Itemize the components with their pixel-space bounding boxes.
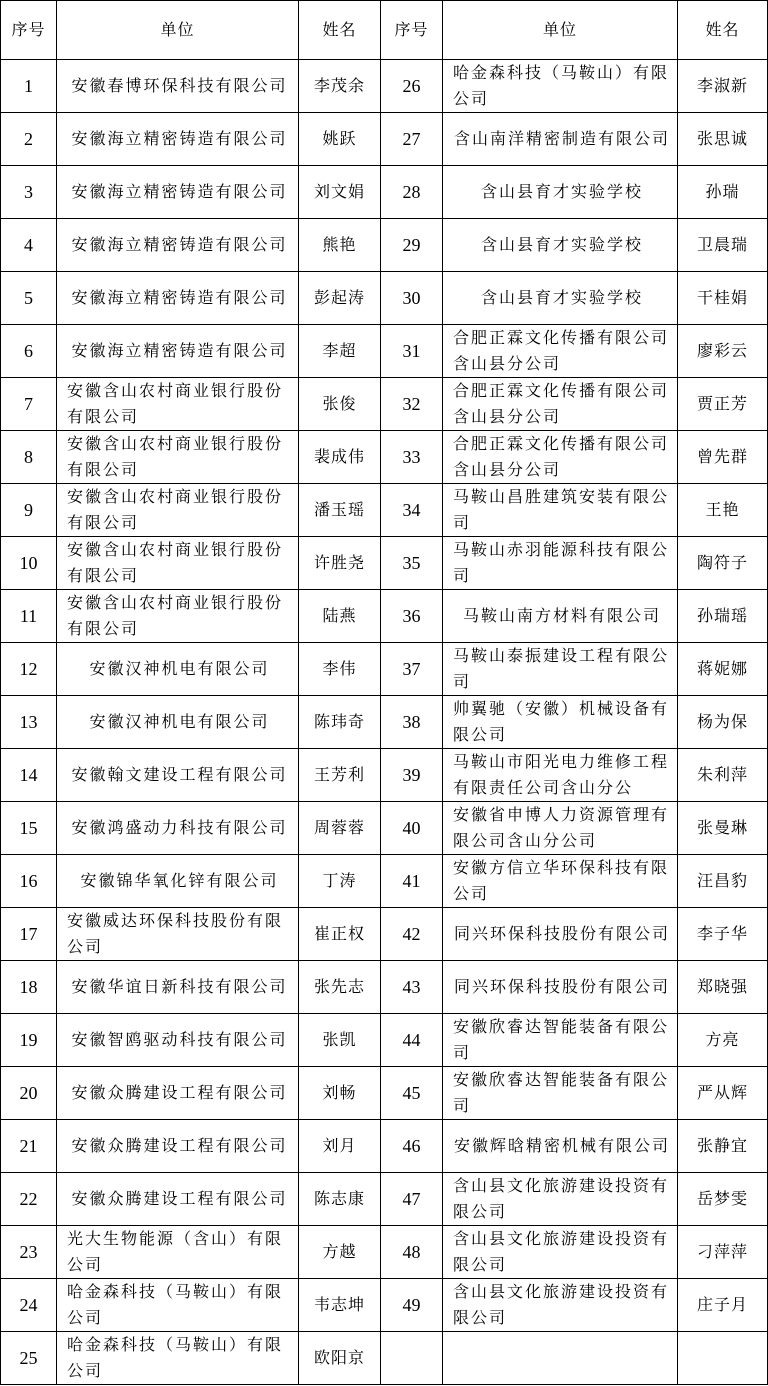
- table-row: [1, 431, 768, 484]
- right-name-cell: 王艳: [678, 484, 768, 537]
- left-seq-cell: 9: [1, 484, 57, 537]
- left-seq-cell: 19: [1, 1014, 57, 1067]
- left-seq-cell: 15: [1, 802, 57, 855]
- right-seq-cell: 27: [381, 113, 443, 166]
- right-seq-cell: 34: [381, 484, 443, 537]
- table-row: [1, 855, 768, 908]
- left-unit-cell: 安徽华谊日新科技有限公司: [57, 961, 299, 1014]
- right-unit-cell: 哈金森科技（马鞍山）有限公司: [443, 60, 678, 113]
- right-seq-cell: 43: [381, 961, 443, 1014]
- left-unit-cell: 安徽鸿盛动力科技有限公司: [57, 802, 299, 855]
- right-seq-cell: 45: [381, 1067, 443, 1120]
- left-unit-cell: 安徽海立精密铸造有限公司: [57, 272, 299, 325]
- left-seq-cell: 23: [1, 1226, 57, 1279]
- left-unit-cell: 安徽海立精密铸造有限公司: [57, 166, 299, 219]
- left-seq-cell: 12: [1, 643, 57, 696]
- table-row: [1, 696, 768, 749]
- table-row: [1, 908, 768, 961]
- header-unit-right: 单位: [443, 1, 678, 60]
- right-seq-cell: 26: [381, 60, 443, 113]
- left-seq-cell: 10: [1, 537, 57, 590]
- left-unit-cell: 安徽含山农村商业银行股份有限公司: [57, 484, 299, 537]
- left-seq-cell: 20: [1, 1067, 57, 1120]
- left-name-cell: 陈志康: [299, 1173, 381, 1226]
- header-name-left: 姓名: [299, 1, 381, 60]
- right-name-cell: 严从辉: [678, 1067, 768, 1120]
- right-seq-cell: 30: [381, 272, 443, 325]
- header-seq-right: 序号: [381, 1, 443, 60]
- left-seq-cell: 1: [1, 60, 57, 113]
- table-row: [1, 749, 768, 802]
- right-unit-cell: 马鞍山南方材料有限公司: [443, 590, 678, 643]
- right-name-cell: 曾先群: [678, 431, 768, 484]
- left-unit-cell: 安徽翰文建设工程有限公司: [57, 749, 299, 802]
- left-name-cell: 李超: [299, 325, 381, 378]
- right-seq-cell: 35: [381, 537, 443, 590]
- table-row: [1, 113, 768, 166]
- table-row: [1, 1226, 768, 1279]
- right-seq-cell: 44: [381, 1014, 443, 1067]
- left-seq-cell: 14: [1, 749, 57, 802]
- left-unit-cell: 光大生物能源（含山）有限公司: [57, 1226, 299, 1279]
- right-seq-cell: 40: [381, 802, 443, 855]
- left-unit-cell: 安徽海立精密铸造有限公司: [57, 219, 299, 272]
- left-name-cell: 陈玮奇: [299, 696, 381, 749]
- table-row: [1, 166, 768, 219]
- right-name-cell: 蒋妮娜: [678, 643, 768, 696]
- table-row: [1, 1279, 768, 1332]
- left-name-cell: 张先志: [299, 961, 381, 1014]
- right-name-cell: 廖彩云: [678, 325, 768, 378]
- left-unit-cell: 哈金森科技（马鞍山）有限公司: [57, 1332, 299, 1385]
- left-name-cell: 丁涛: [299, 855, 381, 908]
- left-seq-cell: 5: [1, 272, 57, 325]
- right-unit-cell: 安徽辉晗精密机械有限公司: [443, 1120, 678, 1173]
- left-name-cell: 张俊: [299, 378, 381, 431]
- table-row: [1, 1014, 768, 1067]
- left-name-cell: 李伟: [299, 643, 381, 696]
- right-name-cell: 张思诚: [678, 113, 768, 166]
- header-name-right: 姓名: [678, 1, 768, 60]
- table-row: [1, 378, 768, 431]
- right-name-cell: 张静宜: [678, 1120, 768, 1173]
- left-seq-cell: 18: [1, 961, 57, 1014]
- left-name-cell: 姚跃: [299, 113, 381, 166]
- table-row: [1, 643, 768, 696]
- right-seq-cell: 49: [381, 1279, 443, 1332]
- left-seq-cell: 7: [1, 378, 57, 431]
- right-unit-cell: [443, 1332, 678, 1385]
- right-unit-cell: 安徽欣睿达智能装备有限公司: [443, 1014, 678, 1067]
- left-unit-cell: 安徽海立精密铸造有限公司: [57, 113, 299, 166]
- left-unit-cell: 安徽春博环保科技有限公司: [57, 60, 299, 113]
- right-unit-cell: 安徽省申博人力资源管理有限公司含山分公司: [443, 802, 678, 855]
- right-unit-cell: 马鞍山赤羽能源科技有限公司: [443, 537, 678, 590]
- table-row: [1, 1067, 768, 1120]
- left-seq-cell: 6: [1, 325, 57, 378]
- left-unit-cell: 安徽众腾建设工程有限公司: [57, 1173, 299, 1226]
- right-seq-cell: 41: [381, 855, 443, 908]
- table-row: [1, 802, 768, 855]
- left-unit-cell: 安徽含山农村商业银行股份有限公司: [57, 378, 299, 431]
- header-row: [1, 1, 768, 60]
- left-name-cell: 王芳利: [299, 749, 381, 802]
- right-seq-cell: [381, 1332, 443, 1385]
- right-seq-cell: 42: [381, 908, 443, 961]
- right-unit-cell: 含山县文化旅游建设投资有限公司: [443, 1173, 678, 1226]
- right-name-cell: 岳梦雯: [678, 1173, 768, 1226]
- left-unit-cell: 安徽威达环保科技股份有限公司: [57, 908, 299, 961]
- right-unit-cell: 马鞍山昌胜建筑安装有限公司: [443, 484, 678, 537]
- table-row: [1, 1173, 768, 1226]
- left-unit-cell: 安徽汉神机电有限公司: [57, 696, 299, 749]
- right-name-cell: 方亮: [678, 1014, 768, 1067]
- table-row: [1, 219, 768, 272]
- right-unit-cell: 含山南洋精密制造有限公司: [443, 113, 678, 166]
- right-unit-cell: 同兴环保科技股份有限公司: [443, 961, 678, 1014]
- right-seq-cell: 36: [381, 590, 443, 643]
- right-seq-cell: 32: [381, 378, 443, 431]
- table-row: [1, 961, 768, 1014]
- right-name-cell: 张曼琳: [678, 802, 768, 855]
- table-row: [1, 1332, 768, 1385]
- left-seq-cell: 24: [1, 1279, 57, 1332]
- right-name-cell: 贾正芳: [678, 378, 768, 431]
- left-name-cell: 许胜尧: [299, 537, 381, 590]
- left-seq-cell: 8: [1, 431, 57, 484]
- right-unit-cell: 同兴环保科技股份有限公司: [443, 908, 678, 961]
- table-body: [1, 60, 768, 1385]
- left-unit-cell: 安徽含山农村商业银行股份有限公司: [57, 590, 299, 643]
- right-unit-cell: 安徽方信立华环保科技有限公司: [443, 855, 678, 908]
- table-row: [1, 537, 768, 590]
- left-name-cell: 欧阳京: [299, 1332, 381, 1385]
- right-unit-cell: 含山县文化旅游建设投资有限公司: [443, 1226, 678, 1279]
- table-row: [1, 1120, 768, 1173]
- right-unit-cell: 合肥正霖文化传播有限公司含山县分公司: [443, 431, 678, 484]
- left-unit-cell: 安徽众腾建设工程有限公司: [57, 1120, 299, 1173]
- right-name-cell: 卫晨瑞: [678, 219, 768, 272]
- right-name-cell: [678, 1332, 768, 1385]
- right-name-cell: 郑晓强: [678, 961, 768, 1014]
- left-seq-cell: 22: [1, 1173, 57, 1226]
- left-name-cell: 刘月: [299, 1120, 381, 1173]
- right-name-cell: 李子华: [678, 908, 768, 961]
- table-row: [1, 484, 768, 537]
- left-seq-cell: 25: [1, 1332, 57, 1385]
- left-name-cell: 潘玉瑶: [299, 484, 381, 537]
- left-seq-cell: 13: [1, 696, 57, 749]
- right-unit-cell: 含山县育才实验学校: [443, 272, 678, 325]
- right-seq-cell: 31: [381, 325, 443, 378]
- left-unit-cell: 安徽含山农村商业银行股份有限公司: [57, 431, 299, 484]
- left-seq-cell: 17: [1, 908, 57, 961]
- header-seq-left: 序号: [1, 1, 57, 60]
- header-unit-left: 单位: [57, 1, 299, 60]
- left-unit-cell: 安徽含山农村商业银行股份有限公司: [57, 537, 299, 590]
- left-name-cell: 方越: [299, 1226, 381, 1279]
- right-seq-cell: 38: [381, 696, 443, 749]
- left-name-cell: 熊艳: [299, 219, 381, 272]
- right-seq-cell: 28: [381, 166, 443, 219]
- left-unit-cell: 哈金森科技（马鞍山）有限公司: [57, 1279, 299, 1332]
- left-name-cell: 李茂余: [299, 60, 381, 113]
- right-seq-cell: 29: [381, 219, 443, 272]
- left-seq-cell: 11: [1, 590, 57, 643]
- right-name-cell: 杨为保: [678, 696, 768, 749]
- right-unit-cell: 含山县育才实验学校: [443, 166, 678, 219]
- right-unit-cell: 含山县育才实验学校: [443, 219, 678, 272]
- left-unit-cell: 安徽智鸥驱动科技有限公司: [57, 1014, 299, 1067]
- right-seq-cell: 33: [381, 431, 443, 484]
- right-name-cell: 孙瑞: [678, 166, 768, 219]
- right-unit-cell: 马鞍山泰振建设工程有限公司: [443, 643, 678, 696]
- left-name-cell: 韦志坤: [299, 1279, 381, 1332]
- left-seq-cell: 2: [1, 113, 57, 166]
- left-name-cell: 裴成伟: [299, 431, 381, 484]
- right-name-cell: 陶符子: [678, 537, 768, 590]
- table-row: [1, 325, 768, 378]
- right-unit-cell: 含山县文化旅游建设投资有限公司: [443, 1279, 678, 1332]
- table-row: [1, 272, 768, 325]
- left-unit-cell: 安徽众腾建设工程有限公司: [57, 1067, 299, 1120]
- right-name-cell: 汪昌豹: [678, 855, 768, 908]
- right-unit-cell: 合肥正霖文化传播有限公司含山县分公司: [443, 378, 678, 431]
- right-seq-cell: 48: [381, 1226, 443, 1279]
- right-name-cell: 朱利萍: [678, 749, 768, 802]
- right-seq-cell: 37: [381, 643, 443, 696]
- left-seq-cell: 21: [1, 1120, 57, 1173]
- right-name-cell: 干桂娟: [678, 272, 768, 325]
- right-name-cell: 刁萍萍: [678, 1226, 768, 1279]
- right-seq-cell: 46: [381, 1120, 443, 1173]
- right-unit-cell: 安徽欣睿达智能装备有限公司: [443, 1067, 678, 1120]
- left-seq-cell: 4: [1, 219, 57, 272]
- right-name-cell: 庄子月: [678, 1279, 768, 1332]
- right-name-cell: 李淑新: [678, 60, 768, 113]
- left-name-cell: 刘文娟: [299, 166, 381, 219]
- left-seq-cell: 16: [1, 855, 57, 908]
- right-seq-cell: 39: [381, 749, 443, 802]
- table-row: [1, 60, 768, 113]
- right-unit-cell: 帅翼驰（安徽）机械设备有限公司: [443, 696, 678, 749]
- left-unit-cell: 安徽汉神机电有限公司: [57, 643, 299, 696]
- right-unit-cell: 合肥正霖文化传播有限公司含山县分公司: [443, 325, 678, 378]
- right-unit-cell: 马鞍山市阳光电力维修工程有限责任公司含山分公: [443, 749, 678, 802]
- left-name-cell: 彭起涛: [299, 272, 381, 325]
- left-seq-cell: 3: [1, 166, 57, 219]
- left-unit-cell: 安徽锦华氧化锌有限公司: [57, 855, 299, 908]
- left-name-cell: 周蓉蓉: [299, 802, 381, 855]
- right-seq-cell: 47: [381, 1173, 443, 1226]
- table-row: [1, 590, 768, 643]
- left-name-cell: 张凯: [299, 1014, 381, 1067]
- left-name-cell: 刘畅: [299, 1067, 381, 1120]
- left-name-cell: 崔正权: [299, 908, 381, 961]
- left-unit-cell: 安徽海立精密铸造有限公司: [57, 325, 299, 378]
- right-name-cell: 孙瑞瑶: [678, 590, 768, 643]
- left-name-cell: 陆燕: [299, 590, 381, 643]
